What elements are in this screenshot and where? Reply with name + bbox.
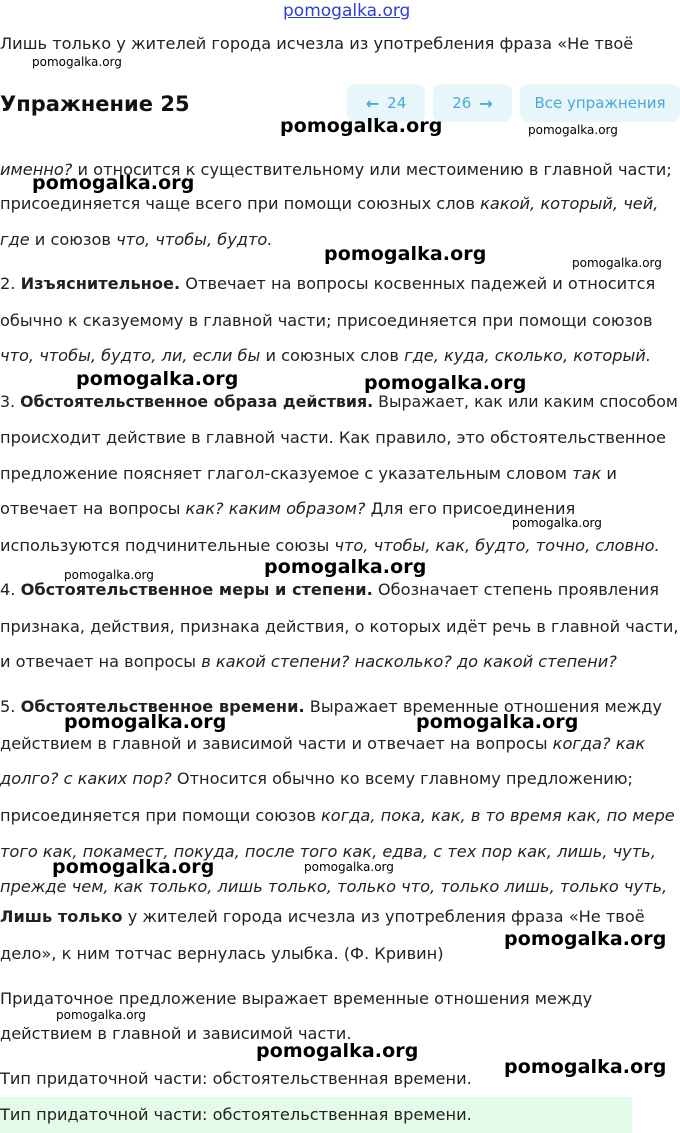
watermark: pomogalka.org — [32, 172, 195, 194]
type-line: Тип придаточной части: обстоятельственная времени. — [0, 1069, 472, 1088]
theory-line: признака, действия, признака действия, о которых идёт речь в главной части, — [0, 617, 679, 636]
theory-line: где и союзов что, чтобы, будто. — [0, 230, 273, 249]
all-exercises-button[interactable] — [520, 84, 680, 122]
watermark: pomogalka.org — [572, 256, 662, 270]
theory-item-4: 4. Обстоятельственное меры и степени. Обозначает степень проявления — [0, 580, 659, 599]
page-title: Упражнение 25 — [0, 92, 190, 116]
watermark: pomogalka.org — [528, 123, 618, 137]
theory-item-5: 5. Обстоятельственное времени. Выражает временные отношения между — [0, 697, 662, 716]
watermark: pomogalka.org — [264, 556, 427, 578]
watermark: pomogalka.org — [280, 115, 443, 137]
watermark: pomogalka.org — [256, 1040, 419, 1062]
watermark: pomogalka.org — [64, 568, 154, 582]
theory-line: присоединяется чаще всего при помощи союзных слов какой, который, чей, — [0, 194, 659, 213]
theory-item-3: 3. Обстоятельственное образа действия. Выражает, как или каким способом — [0, 392, 678, 411]
theory-line: именно? и относится к существительному или местоимению в главной части; — [0, 160, 672, 179]
theory-line: используются подчинительные союзы что, чтобы, как, будто, точно, словно. — [0, 536, 660, 555]
theory-item-2: 2. Изъяснительное. Отвечает на вопросы косвенных падежей и относится — [0, 274, 656, 293]
answer-text: Тип придаточной части: обстоятельственная времени. — [0, 1105, 472, 1124]
next-exercise-button[interactable] — [433, 84, 512, 122]
watermark: pomogalka.org — [416, 711, 579, 733]
watermark: pomogalka.org — [512, 516, 602, 530]
exercise-sentence: дело», к ним тотчас вернулась улыбка. (Ф. Кривин) — [0, 944, 444, 963]
watermark: pomogalka.org — [64, 711, 227, 733]
exercise-sentence: Лишь только у жителей города исчезла из употребления фраза «Не твоё — [0, 907, 645, 926]
intro-line: Лишь только у жителей города исчезла из употребления фраза «Не твоё — [0, 34, 634, 53]
watermark: pomogalka.org — [304, 860, 394, 874]
theory-line: происходит действие в главной части. Как правило, это обстоятельственное — [0, 428, 666, 447]
theory-line: отвечает на вопросы как? каким образом? Для его присоединения — [0, 499, 576, 518]
watermark: pomogalka.org — [56, 1008, 146, 1022]
watermark: pomogalka.org — [76, 368, 239, 390]
theory-line: присоединяется при помощи союзов когда, пока, как, в то время как, по мере — [0, 806, 675, 825]
watermark: pomogalka.org — [364, 372, 527, 394]
theory-line: что, чтобы, будто, ли, если бы и союзных слов где, куда, сколько, который. — [0, 346, 651, 365]
watermark: pomogalka.org — [504, 928, 667, 950]
watermark: pomogalka.org — [52, 856, 215, 878]
next-exercise-label: 26 — [452, 94, 472, 112]
theory-line: действием в главной и зависимой части и отвечает на вопросы когда? как — [0, 734, 646, 753]
watermark: pomogalka.org — [32, 55, 122, 69]
all-exercises-label: Все упражнения — [534, 94, 666, 112]
site-link[interactable]: pomogalka.org — [283, 1, 411, 21]
watermark: pomogalka.org — [324, 243, 487, 265]
theory-line: и отвечает на вопросы в какой степени? насколько? до какой степени? — [0, 652, 617, 671]
theory-line: обычно к сказуемому в главной части; присоединяется при помощи союзов — [0, 311, 653, 330]
explanation-line: Придаточное предложение выражает временные отношения между — [0, 989, 593, 1008]
theory-line: того как, покамест, покуда, после того как, едва, с тех пор как, лишь, чуть, — [0, 842, 656, 861]
arrow-right-icon: → — [479, 93, 493, 113]
watermark: pomogalka.org — [504, 1056, 667, 1078]
prev-exercise-label: 24 — [387, 94, 407, 112]
theory-line: прежде чем, как только, лишь только, только что, только лишь, только чуть, — [0, 877, 668, 896]
arrow-left-icon: ← — [365, 93, 380, 113]
theory-line: долго? с каких пор? Относится обычно ко всему главному предложению; — [0, 769, 633, 788]
explanation-line: действием в главной и зависимой части. — [0, 1024, 352, 1043]
theory-line: предложение поясняет глагол-сказуемое с указательным словом так и — [0, 464, 617, 483]
